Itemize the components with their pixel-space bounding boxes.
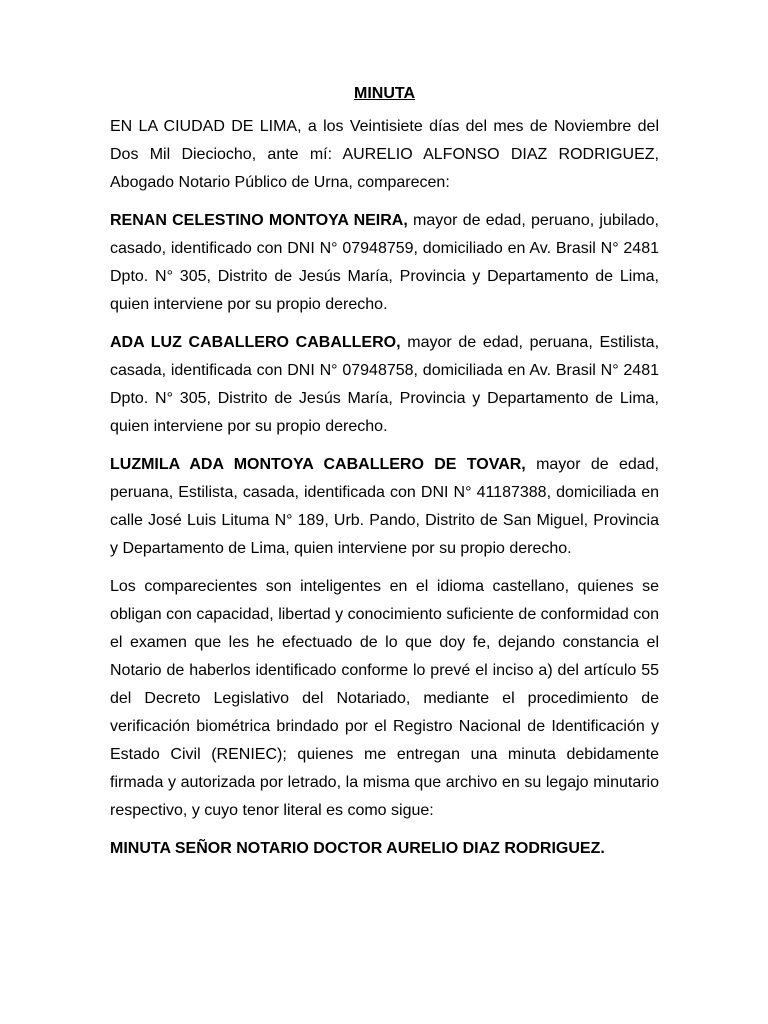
paragraph-statement-text: Los comparecientes son inteligentes en el idioma castellano, quienes se obligan con capacidad, libertad y conocimiento suficiente de conformidad con el examen que les he efectuado de lo que doy fe, dejando constancia el Notario de haberlos identificado conforme lo prevé el inciso a) del artículo 55 del Decreto Legislativo del Notariado, mediante el procedimiento de verificación biométrica brindado por el Registro Nacional de Identificación y Estado Civil (RENIEC); quienes me entregan una minuta debidamente firmada y autorizada por letrado, la misma que archivo en su legajo minutario respectivo, y cuyo tenor literal es como sigue: (110, 578, 659, 819)
paragraph-party-3 (110, 451, 659, 563)
party-3-details: mayor de edad, peruana, Estilista, casada, identificada con DNI N° 41187388, domiciliada en calle José Luis Lituma N° 189, Urb. Pando, Distrito de San Miguel, Provincia y Departamento de Lima, quien interviene por su propio derecho. (110, 456, 659, 557)
paragraph-intro-text: EN LA CIUDAD DE LIMA, a los Veintisiete días del mes de Noviembre del Dos Mil Dieciocho, ante mí: AURELIO ALFONSO DIAZ RODRIGUEZ, Abogado Notario Público de Urna, comparecen: (110, 118, 659, 191)
party-3-name: LUZMILA ADA MONTOYA CABALLERO DE TOVAR, (110, 456, 526, 473)
document-title: MINUTA (353, 85, 416, 102)
paragraph-party-1 (110, 207, 659, 319)
party-2-details: mayor de edad, peruana, Estilista, casada, identificada con DNI N° 07948758, domiciliada en Av. Brasil N° 2481 Dpto. N° 305, Distrito de Jesús María, Provincia y Departamento de Lima, quien interviene por su propio derecho. (110, 334, 660, 435)
closing-heading: MINUTA SEÑOR NOTARIO DOCTOR AURELIO DIAZ RODRIGUEZ. (110, 840, 605, 857)
party-1-name: RENAN CELESTINO MONTOYA NEIRA, (110, 212, 408, 229)
party-2-name: ADA LUZ CABALLERO CABALLERO, (110, 334, 401, 351)
paragraph-party-2 (110, 329, 659, 441)
paragraph-intro (110, 113, 659, 197)
paragraph-statement (110, 573, 659, 825)
party-1-details: mayor de edad, peruano, jubilado, casado, identificado con DNI N° 07948759, domiciliado en Av. Brasil N° 2481 Dpto. N° 305, Distrito de Jesús María, Provincia y Departamento de Lima, quien interviene por su propio derecho. (110, 212, 660, 313)
